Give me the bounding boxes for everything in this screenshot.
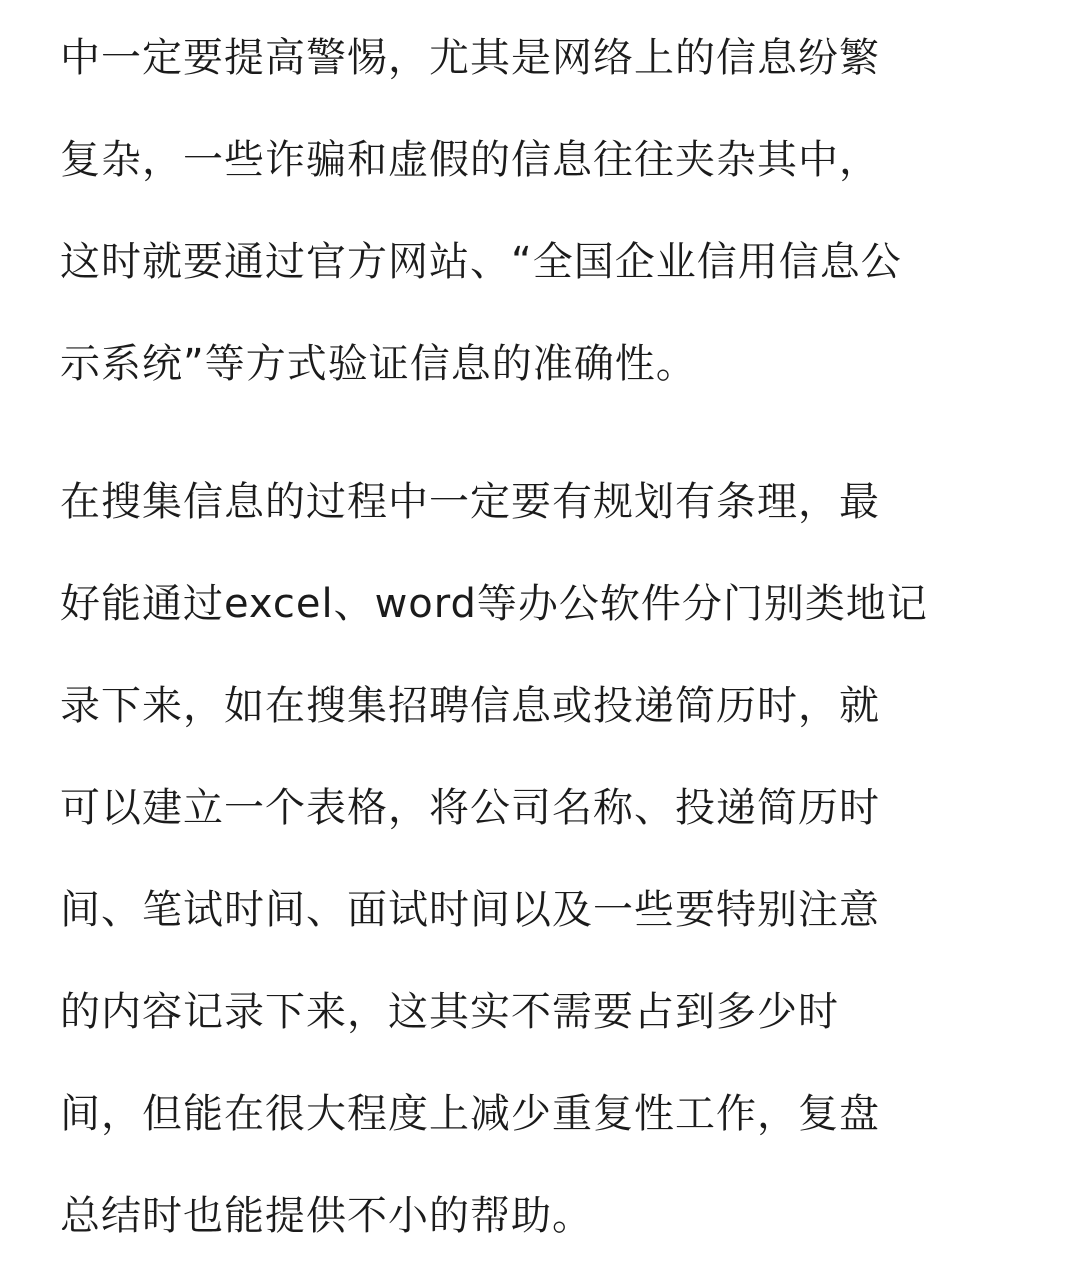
text-line: 好能通过excel、word等办公软件分门别类地记 [60, 581, 928, 627]
paragraph-organize-info [60, 451, 1022, 1267]
text-line: 可以建立一个表格，将公司名称、投递简历时 [60, 785, 880, 831]
article-body [60, 7, 1022, 1267]
text-line: 的内容记录下来，这其实不需要占到多少时 [60, 989, 839, 1035]
text-line: 示系统”等方式验证信息的准确性。 [60, 341, 697, 387]
paragraph-spacer [60, 415, 1022, 451]
text-line: 录下来，如在搜集招聘信息或投递简历时，就 [60, 683, 880, 729]
text-line: 间，但能在很大程度上减少重复性工作，复盘 [60, 1091, 880, 1137]
paragraph-verify-info [60, 7, 1022, 415]
text-line: 这时就要通过官方网站、“全国企业信用信息公 [60, 239, 902, 285]
text-line: 复杂，一些诈骗和虚假的信息往往夹杂其中， [60, 137, 880, 183]
text-line: 中一定要提高警惕，尤其是网络上的信息纷繁 [60, 35, 880, 81]
text-line: 间、笔试时间、面试时间以及一些要特别注意 [60, 887, 880, 933]
text-line: 总结时也能提供不小的帮助。 [60, 1193, 593, 1239]
text-line: 在搜集信息的过程中一定要有规划有条理，最 [60, 479, 880, 525]
